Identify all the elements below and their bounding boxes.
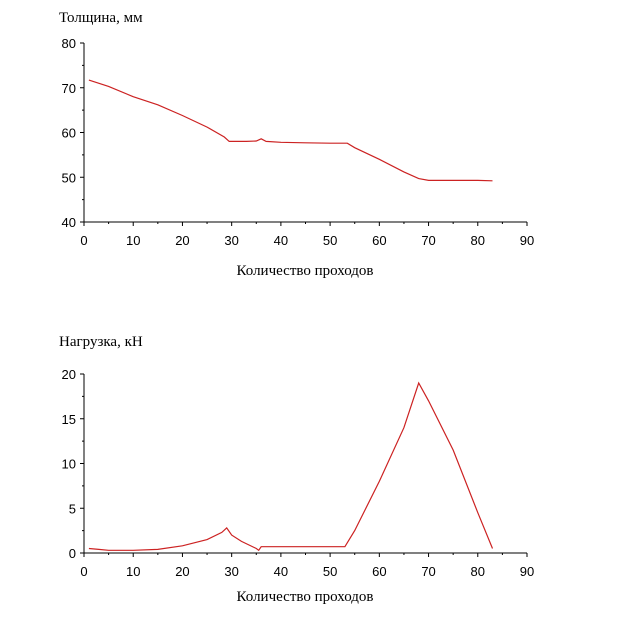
x-tick-label: 70: [421, 564, 436, 579]
x-tick-label: 60: [372, 564, 387, 579]
y-tick-label: 10: [61, 456, 76, 472]
series-line: [89, 383, 493, 550]
y-tick-label: 5: [68, 501, 76, 517]
y-tick-label: 20: [61, 367, 76, 382]
x-tick-label: 30: [224, 564, 239, 579]
x-tick-label: 10: [125, 233, 141, 248]
series-line: [89, 80, 493, 181]
y-tick-label: 70: [61, 80, 76, 96]
x-tick-label: 50: [322, 233, 338, 248]
y-tick-label: 0: [68, 546, 76, 561]
x-tick-label: 90: [519, 233, 535, 248]
y-tick-label: 50: [61, 170, 76, 186]
x-tick-label: 20: [175, 564, 190, 579]
x-tick-label: 50: [322, 564, 338, 579]
x-tick-label: 90: [519, 564, 535, 579]
y-tick-label: 80: [61, 36, 76, 51]
chart-title: Нагрузка, кН: [59, 334, 143, 350]
x-tick-label: 40: [273, 564, 289, 579]
x-axis-label: Количество проходов: [236, 589, 374, 605]
x-tick-label: 60: [372, 233, 387, 248]
thickness-chart: [59, 10, 534, 279]
x-tick-label: 40: [273, 233, 289, 248]
x-tick-label: 0: [80, 233, 88, 248]
x-tick-label: 30: [224, 233, 239, 248]
chart-title: Толщина, мм: [59, 10, 143, 26]
load-chart: [59, 334, 534, 605]
y-tick-label: 15: [61, 411, 76, 427]
x-tick-label: 80: [470, 233, 486, 248]
x-tick-label: 70: [421, 233, 436, 248]
x-tick-label: 10: [125, 564, 141, 579]
y-tick-label: 40: [61, 215, 76, 230]
chart-ticks: [62, 36, 535, 248]
x-tick-label: 80: [470, 564, 486, 579]
x-tick-label: 0: [80, 564, 88, 579]
x-tick-label: 20: [175, 233, 190, 248]
y-tick-label: 60: [61, 125, 76, 141]
x-axis-label: Количество проходов: [236, 263, 374, 279]
